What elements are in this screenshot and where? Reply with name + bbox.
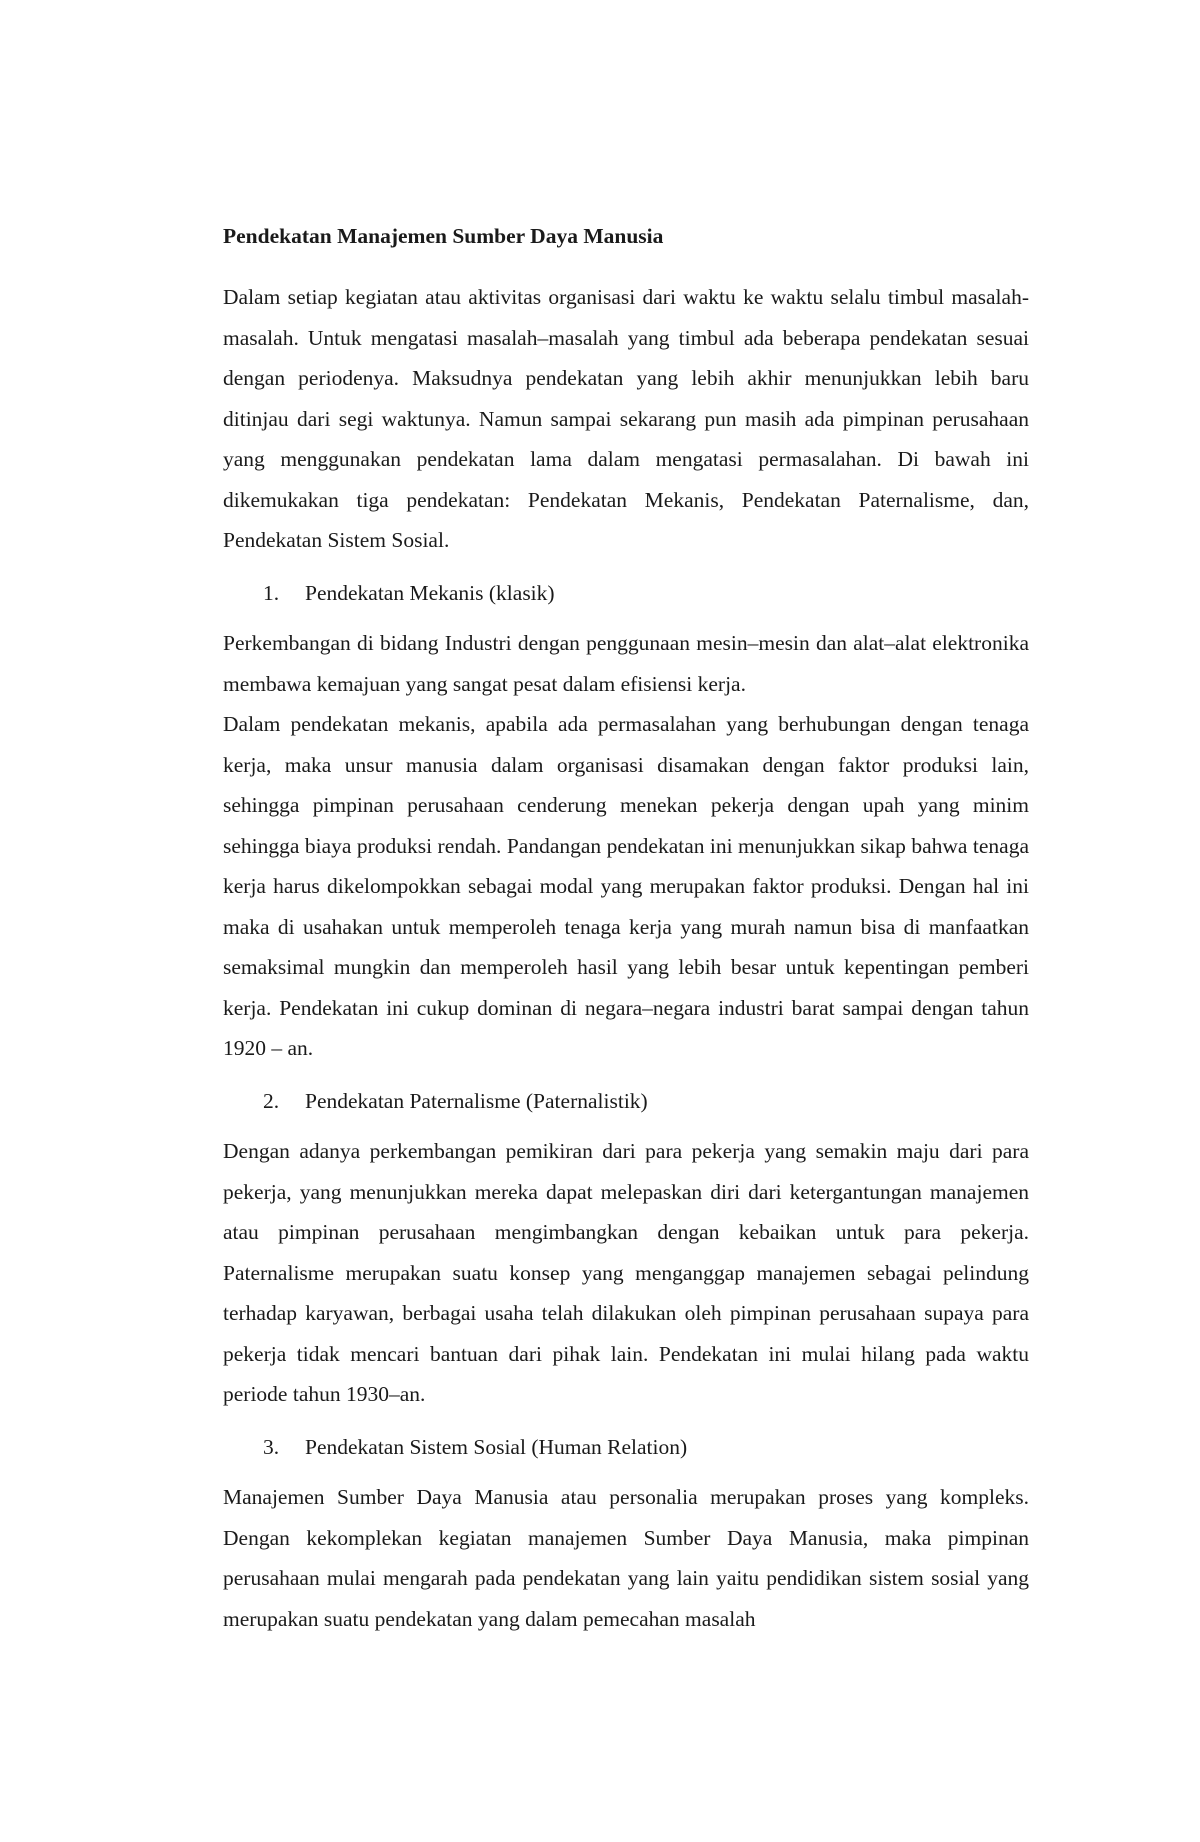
paternalisme-paragraph-1: Dengan adanya perkembangan pemikiran dari para pekerja yang semakin maju dari para pekerja, yang menunjukkan mereka dapat melepaskan diri dari ketergantungan manajemen atau pimpinan perusahaan mengimbangkan dengan kebaikan untuk para pekerja. Paternalisme merupakan suatu konsep yang menganggap manajemen sebagai pelindung terhadap karyawan, berbagai usaha telah dilakukan oleh pimpinan perusahaan supaya para pekerja tidak mencari bantuan dari pihak lain. Pendekatan ini mulai hilang pada waktu periode tahun 1930–an. (223, 1139, 1029, 1406)
mekanis-paragraph-2: Dalam pendekatan mekanis, apabila ada permasalahan yang berhubungan dengan tenaga kerja, maka unsur manusia dalam organisasi disamakan dengan faktor produksi lain, sehingga pimpinan perusahaan cenderung menekan pekerja dengan upah yang minim sehingga biaya produksi rendah. Pandangan pendekatan ini menunjukkan sikap bahwa tenaga kerja harus dikelompokkan sebagai modal yang merupakan faktor produksi. Dengan hal ini maka di usahakan untuk memperoleh tenaga kerja yang murah namun bisa di manfaatkan semaksimal mungkin dan memperoleh hasil yang lebih besar untuk kepentingan pemberi kerja. Pendekatan ini cukup dominan di negara–negara industri barat sampai dengan tahun 1920 – an. (223, 712, 1029, 1060)
document-title: Pendekatan Manajemen Sumber Daya Manusia (223, 224, 664, 248)
section-heading-text: Pendekatan Paternalisme (Paternalistik) (305, 1088, 648, 1113)
document-page (223, 222, 1029, 1639)
section-number: 3. (263, 1434, 280, 1459)
section-heading-sistem-sosial (223, 1427, 1029, 1468)
intro-paragraph: Dalam setiap kegiatan atau aktivitas organisasi dari waktu ke waktu selalu timbul masalah-masalah. Untuk mengatasi masalah–masalah yang timbul ada beberapa pendekatan sesuai dengan periodenya. Maksudnya pendekatan yang lebih akhir menunjukkan lebih baru ditinjau dari segi waktunya. Namun sampai sekarang pun masih ada pimpinan perusahaan yang menggunakan pendekatan lama dalam mengatasi permasalahan. Di bawah ini dikemukakan tiga pendekatan: Pendekatan Mekanis, Pendekatan Paternalisme, dan, Pendekatan Sistem Sosial. (223, 285, 1029, 552)
mekanis-paragraph-1: Perkembangan di bidang Industri dengan penggunaan mesin–mesin dan alat–alat elektronika membawa kemajuan yang sangat pesat dalam efisiensi kerja. (223, 631, 1029, 696)
section-heading-mekanis (223, 573, 1029, 614)
section-heading-paternalisme (223, 1081, 1029, 1122)
section-heading-text: Pendekatan Mekanis (klasik) (305, 580, 555, 605)
sistem-sosial-paragraph-1: Manajemen Sumber Daya Manusia atau personalia merupakan proses yang kompleks. Dengan kekomplekan kegiatan manajemen Sumber Daya Manusia, maka pimpinan perusahaan mulai mengarah pada pendekatan yang lain yaitu pendidikan sistem sosial yang merupakan suatu pendekatan yang dalam pemecahan masalah (223, 1485, 1029, 1631)
section-heading-text: Pendekatan Sistem Sosial (Human Relation) (305, 1434, 688, 1459)
section-number: 2. (263, 1088, 280, 1113)
section-number: 1. (263, 580, 280, 605)
